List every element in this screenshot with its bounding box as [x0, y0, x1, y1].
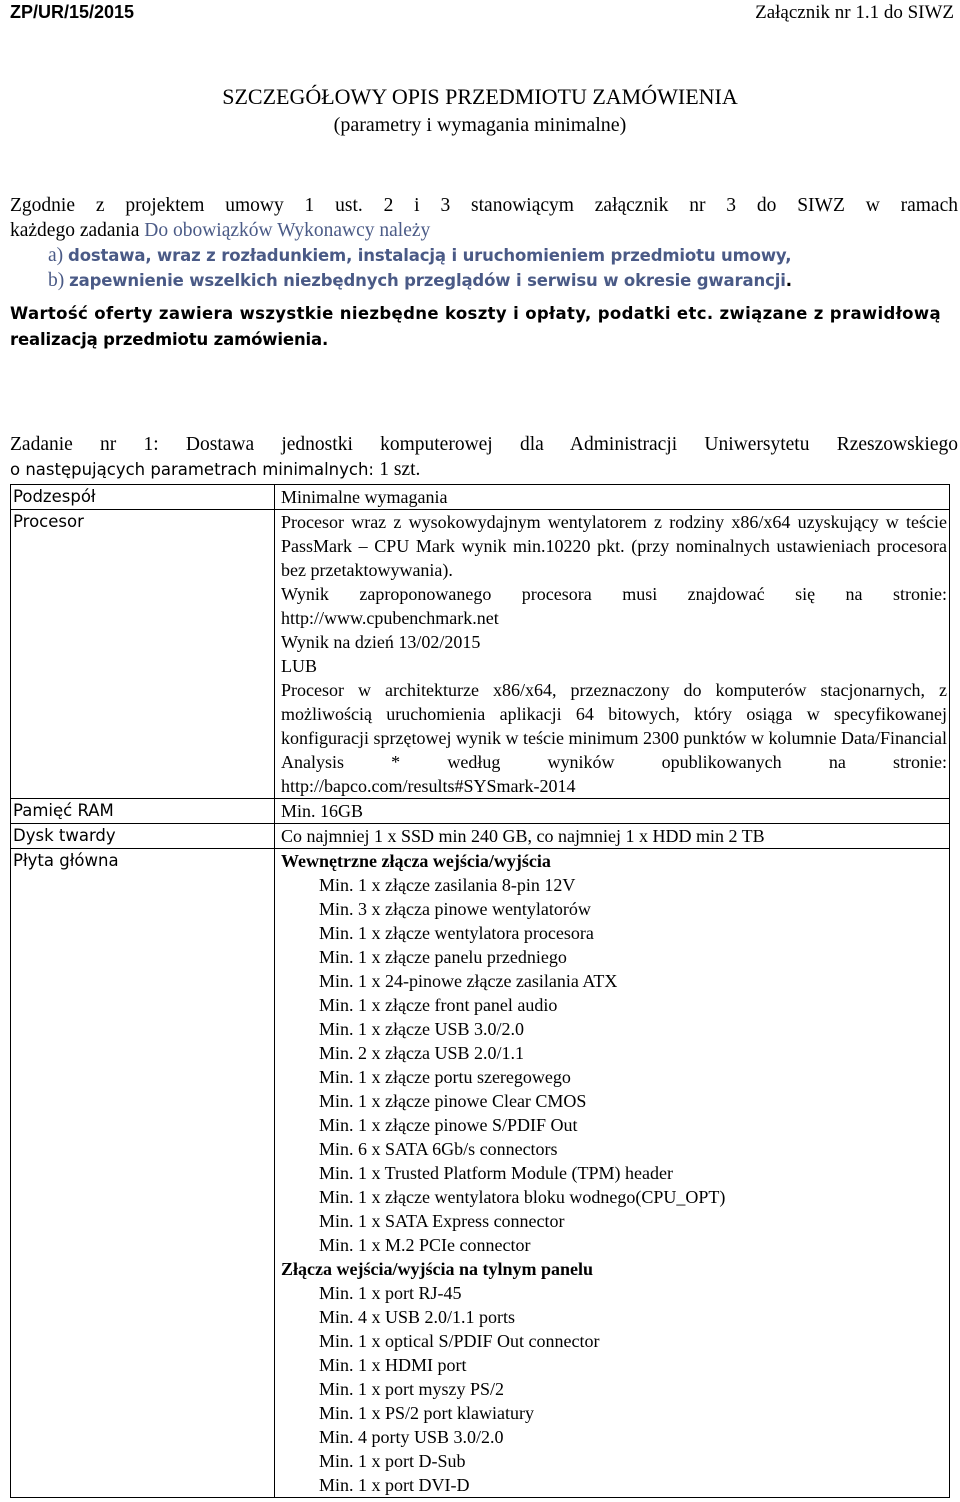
list-item: Min. 1 x 24-pinowe złącze zasilania ATX: [319, 971, 618, 991]
list-item: Min. 1 x port RJ-45: [319, 1283, 462, 1303]
motherboard-requirements: [275, 849, 950, 1498]
table-row-cpu: [11, 510, 950, 799]
intro-line-2: każdego zadania Do obowiązków Wykonawcy należy: [10, 220, 431, 241]
list-item: Min. 1 x złącze wentylatora bloku wodnego(CPU_OPT): [319, 1187, 726, 1207]
list-item: Min. 1 x złącze panelu przedniego: [319, 947, 567, 967]
list-item: Min. 4 porty USB 3.0/2.0: [319, 1427, 504, 1447]
rear-connectors-title: Złącza wejścia/wyjścia na tylnym panelu: [281, 1259, 593, 1279]
task-heading: [10, 432, 958, 482]
ram-requirement: Min. 16GB: [275, 799, 950, 824]
list-item: Min. 1 x złącze wentylatora procesora: [319, 923, 594, 943]
intro-line-1: Zgodnie z projektem umowy 1 ust. 2 i 3 stanowiącym załącznik nr 3 do SIWZ w ramach: [10, 195, 958, 216]
list-item: Min. 1 x złącze pinowe Clear CMOS: [319, 1091, 587, 1111]
cpu-requirements: [275, 510, 950, 799]
obligation-item-a: a) dostawa, wraz z rozładunkiem, instalacją i uruchomieniem przedmiotu umowy,: [48, 245, 792, 266]
list-item: Min. 1 x PS/2 port klawiatury: [319, 1403, 534, 1423]
list-item: Min. 1 x złącze portu szeregowego: [319, 1067, 571, 1087]
list-item: Min. 4 x USB 2.0/1.1 ports: [319, 1307, 516, 1327]
table-row-ram: [11, 799, 950, 824]
task-heading-line-2: o następujących parametrach minimalnych: 1 szt.: [10, 459, 421, 480]
list-item: Min. 1 x złącze USB 3.0/2.0: [319, 1019, 524, 1039]
offer-value-line-2: realizacją przedmiotu zamówienia.: [10, 330, 329, 349]
list-item: Min. 1 x port myszy PS/2: [319, 1379, 505, 1399]
list-item: Min. 1 x port DVI-D: [319, 1475, 470, 1495]
list-item: Min. 1 x SATA Express connector: [319, 1211, 565, 1231]
document-title: SZCZEGÓŁOWY OPIS PRZEDMIOTU ZAMÓWIENIA: [222, 84, 738, 109]
cpu-source-text: Wynik zaproponowanego procesora musi znajdować się na stronie: http://www.cpubenchmark.net: [281, 584, 947, 628]
cpu-sysmark-text: Procesor w architekturze x86/x64, przeznaczony do komputerów stacjonarnych, z możliwością uruchomienia aplikacji 64 bitowych, który osiąga w specyfikowanej konfiguracji sprzętowej wynik w teście minimum 2300 punktów w kolumnie Data/Financial Analysis * według wyników opublikowanych na stronie: http://bapco.com/results#SYSmark-2014: [281, 680, 947, 796]
list-item: Min. 1 x złącze front panel audio: [319, 995, 558, 1015]
list-item: Min. 1 x port D-Sub: [319, 1451, 466, 1471]
column-header-requirements: Minimalne wymagania: [275, 485, 950, 510]
column-header-component: Podzespół: [11, 485, 275, 510]
list-item: Min. 2 x złącza USB 2.0/1.1: [319, 1043, 524, 1063]
list-item: Min. 1 x HDMI port: [319, 1355, 467, 1375]
table-header-row: [11, 485, 950, 510]
annex-label: Załącznik nr 1.1 do SIWZ: [755, 2, 954, 23]
spec-table: [10, 484, 950, 1498]
cpu-date-text: Wynik na dzień 13/02/2015: [281, 632, 481, 652]
disk-requirement: Co najmniej 1 x SSD min 240 GB, co najmniej 1 x HDD min 2 TB: [275, 824, 950, 849]
component-ram: Pamięć RAM: [11, 799, 275, 824]
list-item: Min. 1 x złącze zasilania 8-pin 12V: [319, 875, 576, 895]
obligations-label: Do obowiązków Wykonawcy należy: [144, 220, 431, 241]
internal-connectors-list: [281, 873, 947, 1257]
list-item: Min. 6 x SATA 6Gb/s connectors: [319, 1139, 558, 1159]
list-item: Min. 1 x M.2 PCIe connector: [319, 1235, 531, 1255]
rear-connectors-list: [281, 1281, 947, 1497]
component-cpu: Procesor: [11, 510, 275, 799]
list-item: Min. 3 x złącza pinowe wentylatorów: [319, 899, 591, 919]
obligation-item-b: b) zapewnienie wszelkich niezbędnych przeglądów i serwisu w okresie gwarancji.: [48, 270, 792, 291]
component-disk: Dysk twardy: [11, 824, 275, 849]
internal-connectors-title: Wewnętrzne złącza wejścia/wyjścia: [281, 851, 551, 871]
list-item: Min. 1 x Trusted Platform Module (TPM) header: [319, 1163, 673, 1183]
offer-value-line-1: Wartość oferty zawiera wszystkie niezbędne koszty i opłaty, podatki etc. związane z prawidłową: [10, 304, 941, 323]
reference-number: ZP/UR/15/2015: [10, 2, 135, 22]
cpu-passmark-text: Procesor wraz z wysokowydajnym wentylatorem z rodziny x86/x64 uzyskujący w teście PassMark – CPU Mark wynik min.10220 pkt. (przy nominalnych ustawieniach procesora bez przetaktowywania).: [281, 512, 947, 580]
list-item: Min. 1 x optical S/PDIF Out connector: [319, 1331, 600, 1351]
list-item: Min. 1 x złącze pinowe S/PDIF Out: [319, 1115, 578, 1135]
table-row-motherboard: [11, 849, 950, 1498]
task-heading-line-1: Zadanie nr 1: Dostawa jednostki komputerowej dla Administracji Uniwersytetu Rzeszowskiego: [10, 434, 958, 455]
cpu-or-text: LUB: [281, 656, 317, 676]
component-motherboard: Płyta główna: [11, 849, 275, 1498]
table-row-disk: [11, 824, 950, 849]
document-subtitle: (parametry i wymagania minimalne): [333, 114, 627, 136]
